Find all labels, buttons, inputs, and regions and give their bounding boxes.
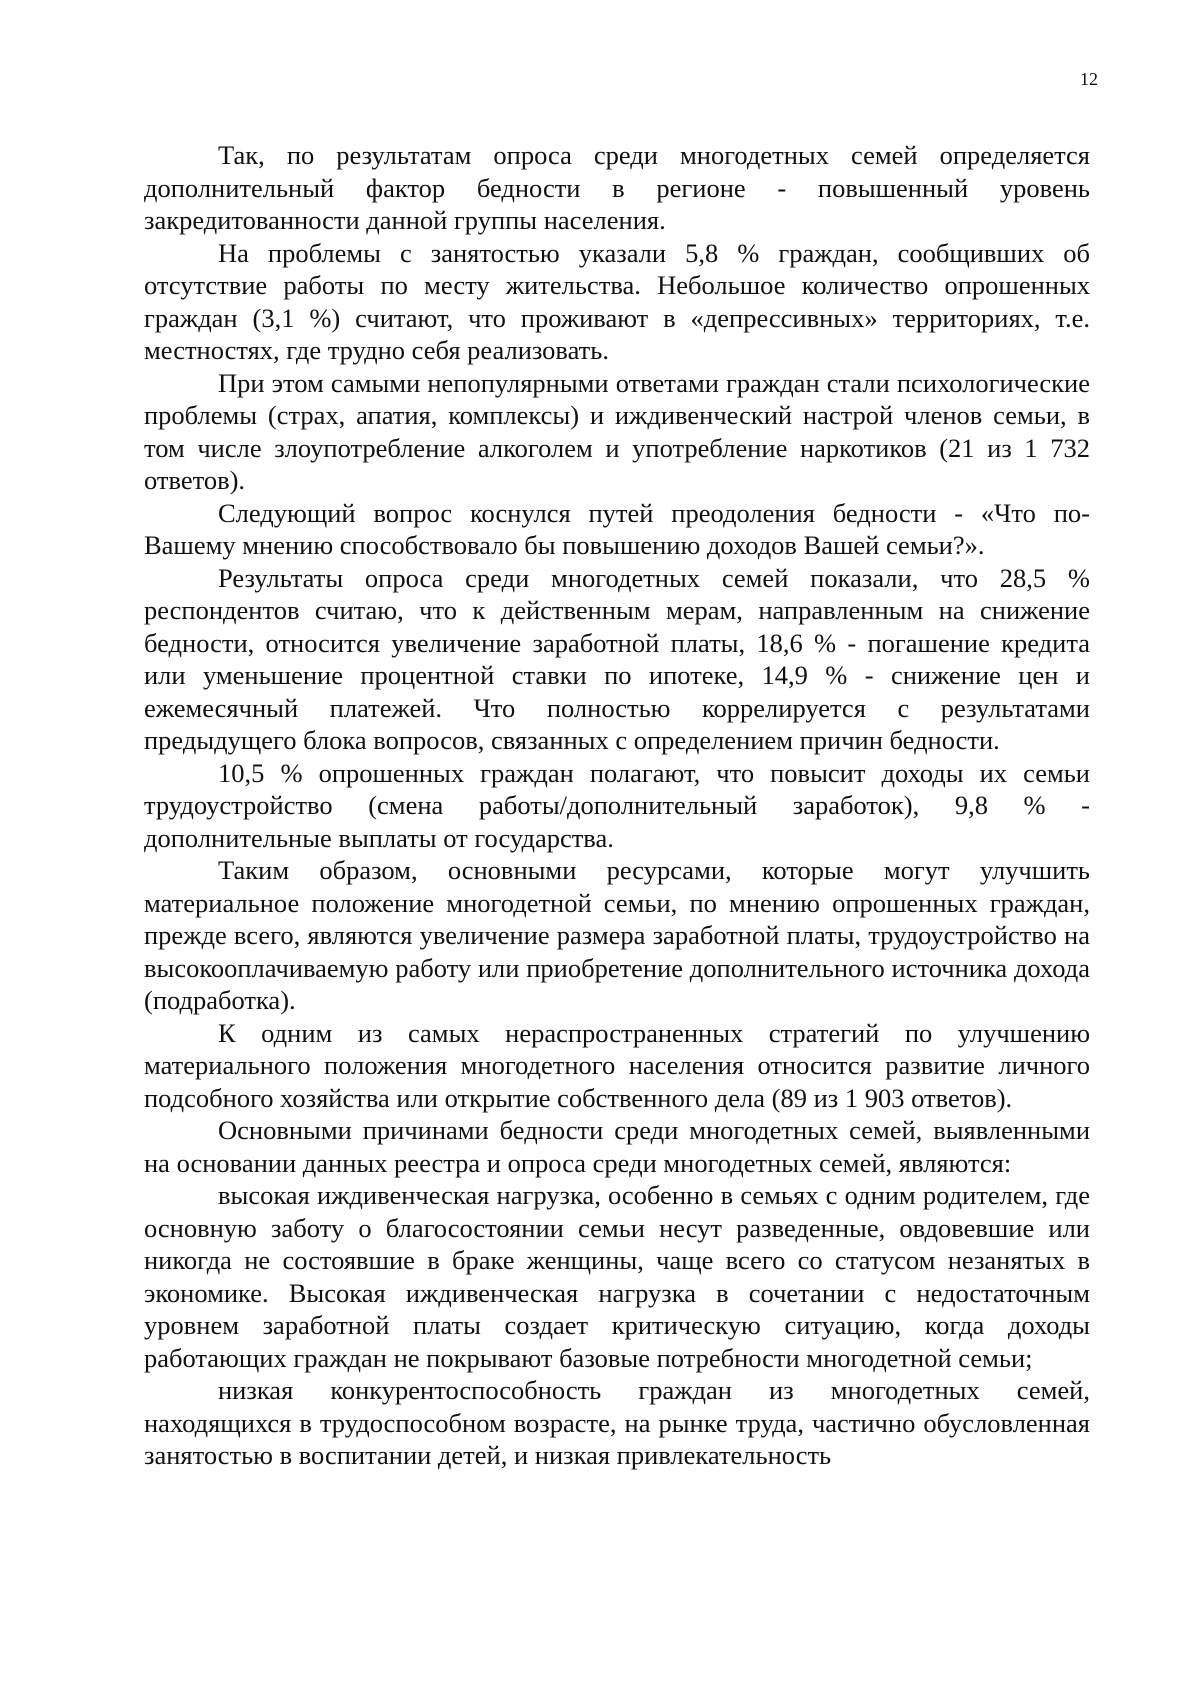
paragraph-employment-income: 10,5 % опрошенных граждан полагают, что повысит доходы их семьи трудоустройство (смена работы/дополнительный заработок), 9,8 % - дополнительные выплаты от государства. bbox=[144, 757, 1090, 853]
paragraph-employment-problems: На проблемы с занятостью указали 5,8 % граждан, сообщивших об отсутствие работы по месту жительства. Небольшое количество опрошенных граждан (3,1 %) считают, что проживают в «депрессивных» территориях, т.е. местностях, где трудно себя реализовать. bbox=[144, 237, 1090, 365]
paragraph-low-competitiveness: низкая конкурентоспособность граждан из многодетных семей, находящихся в трудоспособном возрасте, на рынке труда, частично обусловленная занятостью в воспитании детей, и низкая привлекательность bbox=[144, 1375, 1090, 1470]
paragraph-poverty-causes-intro: Основными причинами бедности среди многодетных семей, выявленными на основании данных реестра и опроса среди многодетных семей, являются: bbox=[144, 1115, 1090, 1178]
document-body bbox=[144, 139, 1090, 1472]
page-number: 12 bbox=[1080, 69, 1098, 89]
paragraph-main-resources: Таким образом, основными ресурсами, которые могут улучшить материальное положение многодетной семьи, по мнению опрошенных граждан, прежде всего, являются увеличение размера заработной платы, трудоустройство на высокооплачиваемую работу или приобретение дополнительного источника дохода (подработка). bbox=[144, 855, 1090, 1015]
paragraph-dependency-load: высокая иждивенческая нагрузка, особенно в семьях с одним родителем, где основную заботу о благосостоянии семьи несут разведенные, овдовевшие или никогда не состоявшие в браке женщины, чаще всего со статусом незанятых в экономике. Высокая иждивенческая нагрузка в сочетании с недостаточным уровнем заработной платы создает критическую ситуацию, когда доходы работающих граждан не покрывают базовые потребности многодетной семьи; bbox=[144, 1180, 1090, 1373]
paragraph-unpopular-answers: При этом самыми непопулярными ответами граждан стали психологические проблемы (страх, апатия, комплексы) и иждивенческий настрой членов семьи, в том числе злоупотребление алкоголем и употребление наркотиков (21 из 1 732 ответов). bbox=[144, 367, 1090, 495]
paragraph-loan-burden: Так, по результатам опроса среди многодетных семей определяется дополнительный фактор бедности в регионе - повышенный уровень закредитованности данной группы населения. bbox=[144, 140, 1090, 235]
paragraph-rare-strategies: К одним из самых нераспространенных стратегий по улучшению материального положения многодетного населения относится развитие личного подсобного хозяйства или открытие собственного дела (89 из 1 903 ответов). bbox=[144, 1017, 1090, 1113]
paragraph-next-question: Следующий вопрос коснулся путей преодоления бедности - «Что по-Вашему мнению способствовало бы повышению доходов Вашей семьи?». bbox=[144, 497, 1090, 560]
paragraph-survey-results: Результаты опроса среди многодетных семей показали, что 28,5 % респондентов считаю, что к действенным мерам, направленным на снижение бедности, относится увеличение заработной платы, 18,6 % - погашение кредита или уменьшение процентной ставки по ипотеке, 14,9 % - снижение цен и ежемесячный платежей. Что полностью коррелируется с результатами предыдущего блока вопросов, связанных с определением причин бедности. bbox=[144, 562, 1090, 755]
